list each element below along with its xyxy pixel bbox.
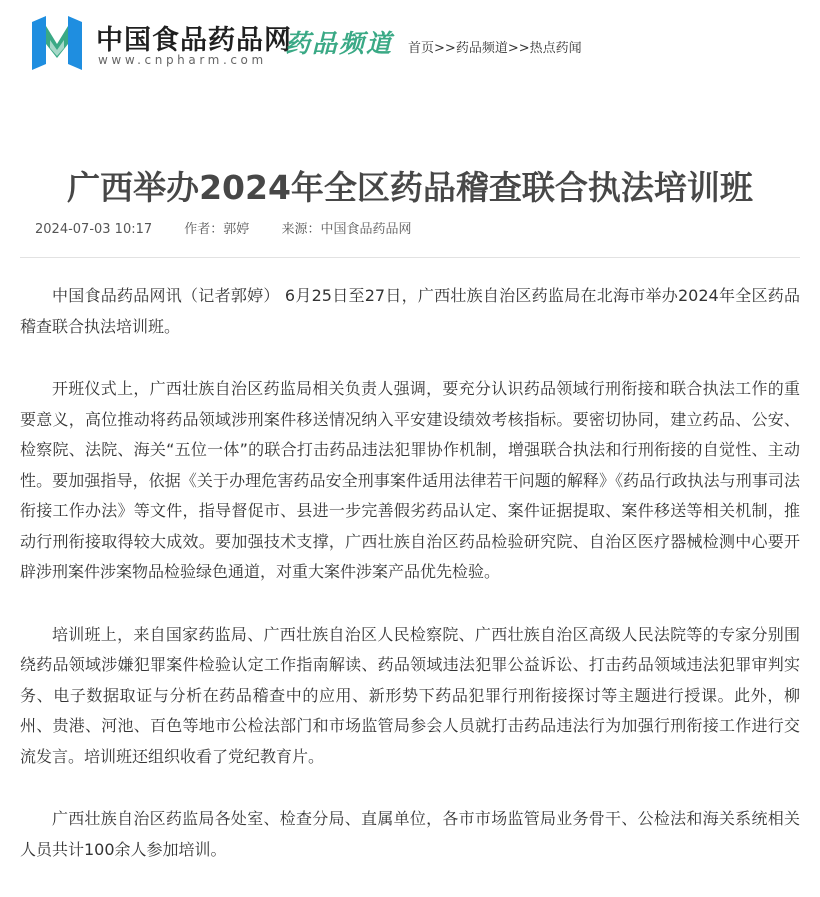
article-title: 广西举办2024年全区药品稽查联合执法培训班 <box>67 168 753 208</box>
title-divider <box>20 257 800 258</box>
site-name[interactable]: 中国食品药品网 <box>96 25 292 56</box>
site-logo-icon[interactable] <box>28 14 86 72</box>
article-body <box>20 281 800 897</box>
breadcrumb-separator: >> <box>434 41 456 56</box>
article-paragraph: 培训班上，来自国家药监局、广西壮族自治区人民检察院、广西壮族自治区高级人民法院等的专家分别围绕药品领域涉嫌犯罪案件检验认定工作指南解读、药品领域违法犯罪公益诉讼、打击药品领域违法犯罪审判实务、电子数据取证与分析在药品稽查中的应用、新形势下药品犯罪行刑衔接探讨等主题进行授课。此外，柳州、贵港、河池、百色等地市公检法部门和市场监管局参会人员就打击药品违法行为加强行刑衔接工作进行交流发言。培训班还组织收看了党纪教育片。 <box>20 624 800 766</box>
article-meta <box>35 218 439 237</box>
breadcrumb <box>408 37 582 56</box>
site-url: www.cnpharm.com <box>98 53 267 67</box>
site-header <box>0 0 820 84</box>
breadcrumb-drug-channel-link[interactable]: 药品频道 <box>455 41 508 56</box>
publish-datetime: 2024-07-03 10:17 <box>35 222 153 237</box>
article-paragraph: 开班仪式上，广西壮族自治区药监局相关负责人强调，要充分认识药品领域行刑衔接和联合执法工作的重要意义，高位推动将药品领域涉刑案件移送情况纳入平安建设绩效考核指标。要密切协同，建立药品、公安、检察院、法院、海关“五位一体”的联合打击药品违法犯罪协作机制，增强联合执法和行刑衔接的自觉性、主动性。要加强指导，依据《关于办理危害药品安全刑事案件适用法律若干问题的解释》《药品行政执法与刑事司法衔接工作办法》等文件，指导督促市、县进一步完善假劣药品认定、案件证据提取、案件移送等相关机制，推动行刑衔接取得较大成效。要加强技术支撑，广西壮族自治区药品检验研究院、自治区医疗器械检测中心要开辟涉刑案件涉案物品检验绿色通道，对重大案件涉案产品优先检验。 <box>20 379 800 581</box>
breadcrumb-hot-news-link[interactable]: 热点药闻 <box>529 41 582 56</box>
article-paragraph: 广西壮族自治区药监局各处室、检查分局、直属单位，各市市场监管局业务骨干、公检法和海关系统相关人员共计100余人参加培训。 <box>20 809 800 859</box>
breadcrumb-home-link[interactable]: 首页 <box>408 41 435 56</box>
breadcrumb-separator: >> <box>507 41 530 56</box>
article-author: 作者：郭婷 <box>184 222 250 237</box>
article-paragraph: 中国食品药品网讯（记者郭婷） 6月25日至27日，广西壮族自治区药监局在北海市举办2024年全区药品稽查联合执法培训班。 <box>20 286 800 336</box>
article-source: 来源：中国食品药品网 <box>281 222 412 237</box>
channel-name: 药品频道 <box>285 29 394 58</box>
